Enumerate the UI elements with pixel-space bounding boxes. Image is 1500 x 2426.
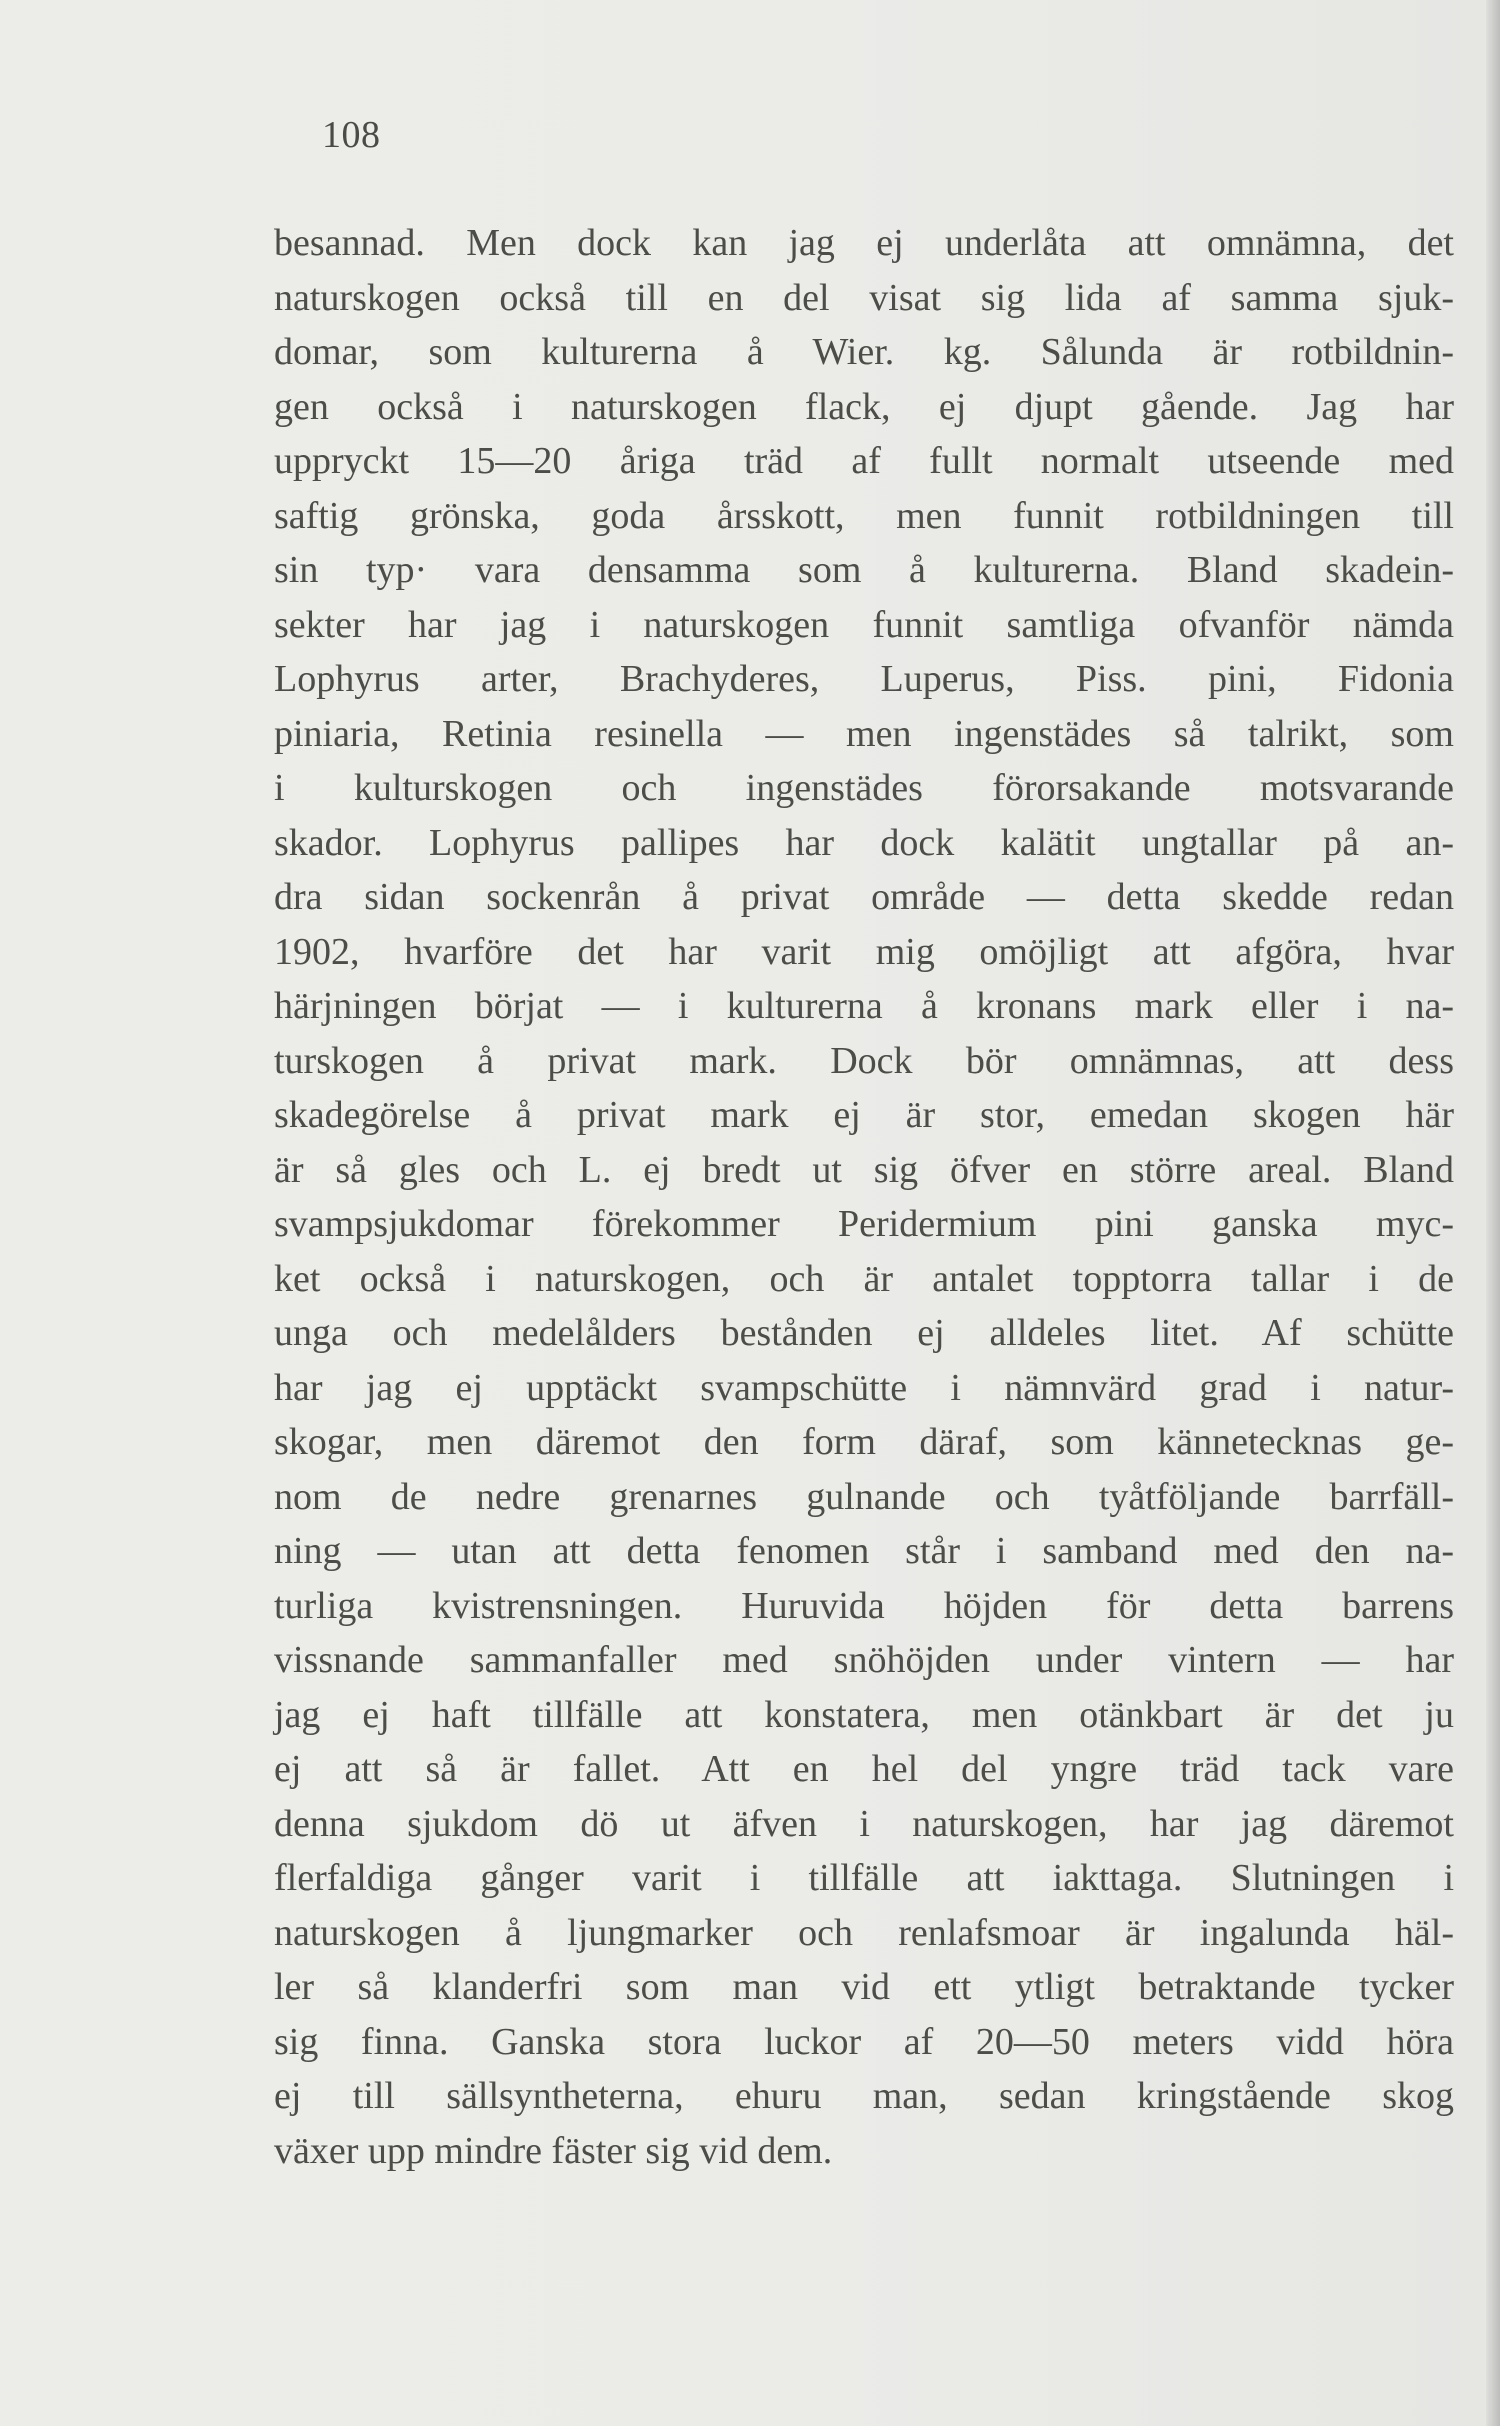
text-line: skogar, men däremot den form däraf, som kännetecknas ge- — [274, 1421, 1454, 1463]
text-line: sin typ· vara densamma som å kulturerna. Bland skadein- — [274, 549, 1454, 591]
text-line: svampsjukdomar förekommer Peridermium pini ganska myc- — [274, 1203, 1454, 1245]
text-line: skador. Lophyrus pallipes har dock kalätit ungtallar på an- — [274, 821, 1454, 864]
text-line: saftig grönska, goda årsskott, men funnit rotbildningen till — [274, 494, 1454, 537]
text-line: piniaria, Retinia resinella — men ingenstädes så talrikt, som — [274, 712, 1454, 755]
text-line: härjningen börjat — i kulturerna å kronans mark eller i na- — [274, 985, 1454, 1027]
page-number: 108 — [322, 114, 381, 156]
text-line: växer upp mindre fäster sig vid dem. — [274, 2129, 833, 2172]
text-line: skadegörelse å privat mark ej är stor, emedan skogen här — [274, 1094, 1454, 1136]
text-line: uppryckt 15—20 åriga träd af fullt normalt utseende med — [274, 440, 1454, 482]
text-line: unga och medelålders bestånden ej alldeles litet. Af schütte — [274, 1312, 1454, 1354]
text-line: har jag ej upptäckt svampschütte i nämnvärd grad i natur- — [274, 1366, 1454, 1409]
text-line: dra sidan sockenrån å privat område — detta skedde redan — [274, 876, 1454, 918]
text-line: ning — utan att detta fenomen står i samband med den na- — [274, 1530, 1454, 1572]
text-line: flerfaldiga gånger varit i tillfälle att iakttaga. Slutningen i — [274, 1857, 1454, 1899]
text-line: vissnande sammanfaller med snöhöjden under vintern — har — [274, 1639, 1454, 1681]
body-text — [274, 216, 1454, 2178]
text-line: sekter har jag i naturskogen funnit samtliga ofvanför nämda — [274, 603, 1454, 646]
page-edge-shadow — [1486, 0, 1500, 2426]
text-line: naturskogen också till en del visat sig lida af samma sjuk- — [274, 276, 1454, 319]
text-line: i kulturskogen och ingenstädes förorsakande motsvarande — [274, 767, 1454, 809]
text-line: 1902, hvarföre det har varit mig omöjligt att afgöra, hvar — [274, 930, 1454, 973]
text-line: är så gles och L. ej bredt ut sig öfver en större areal. Bland — [274, 1148, 1454, 1191]
text-line: domar, som kulturerna å Wier. kg. Sålunda är rotbildnin- — [274, 331, 1454, 373]
text-line: nom de nedre grenarnes gulnande och tyåtföljande barrfäll- — [274, 1475, 1454, 1518]
text-line: turskogen å privat mark. Dock bör omnämnas, att dess — [274, 1039, 1454, 1082]
text-line: ler så klanderfri som man vid ett ytligt betraktande tycker — [274, 1966, 1454, 2008]
text-line: gen också i naturskogen flack, ej djupt gående. Jag har — [274, 385, 1454, 428]
text-line: ej att så är fallet. Att en hel del yngre träd tack vare — [274, 1748, 1454, 1790]
text-line: ket också i naturskogen, och är antalet topptorra tallar i de — [274, 1257, 1454, 1300]
text-line: turliga kvistrensningen. Huruvida höjden för detta barrens — [274, 1584, 1454, 1627]
text-line: sig finna. Ganska stora luckor af 20—50 meters vidd höra — [274, 2020, 1454, 2063]
text-line: denna sjukdom dö ut äfven i naturskogen, har jag däremot — [274, 1802, 1454, 1845]
text-line: Lophyrus arter, Brachyderes, Luperus, Piss. pini, Fidonia — [274, 658, 1454, 700]
text-line: jag ej haft tillfälle att konstatera, men otänkbart är det ju — [274, 1693, 1454, 1736]
text-line: naturskogen å ljungmarker och renlafsmoar är ingalunda häl- — [274, 1911, 1454, 1954]
text-line: ej till sällsyntheterna, ehuru man, sedan kringstående skog — [274, 2075, 1454, 2117]
text-line: besannad. Men dock kan jag ej underlåta att omnämna, det — [274, 222, 1454, 264]
